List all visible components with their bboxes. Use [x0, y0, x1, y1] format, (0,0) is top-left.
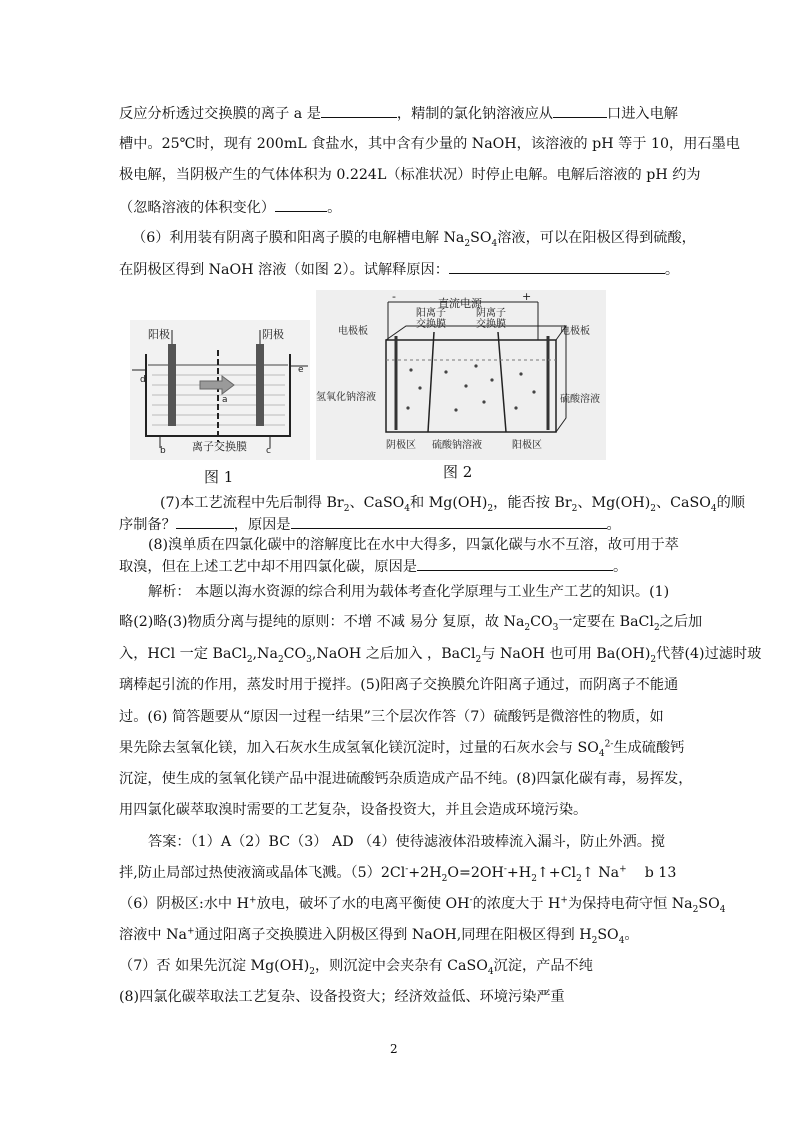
naoh-solution-label: 氢氧化钠溶液	[316, 392, 376, 403]
text-line: 入，HCl 一定 $BaCl_2,Na_2CO_3,NaOH$ 之后加入 ，BaCl$_2$与 NaOH 也可用 $Ba(OH)_2$代替(4)过滤时玻	[119, 646, 762, 665]
text-line: 略(2)略(3)物质分离与提纯的原则：不增 不减 易分 复原，故 $Na_2CO_3$一定要在 BaCl$_2$之后加	[119, 614, 703, 633]
text-line: （6）利用装有阴离子膜和阳离子膜的电解槽电解 $Na_2SO_4$溶液，可以在阳极区得到硫酸，	[132, 230, 696, 249]
power-minus: -	[392, 290, 396, 303]
text-line: (8)四氯化碳萃取法工艺复杂、设备投资大；经济效益低、环境污染严重	[119, 989, 565, 1005]
text-line: 取溴，但在上述工艺中却不用四氯化碳，原因是 。	[119, 556, 794, 577]
answer-blank	[417, 556, 613, 571]
membrane-label: 离子交换膜	[192, 440, 247, 453]
anion-membrane-label-1: 阴离子	[476, 308, 506, 319]
answer-blank	[321, 103, 397, 118]
figure-1-electrolysis-cell	[130, 320, 310, 460]
answer-blank	[553, 103, 607, 118]
power-label: 直流电源	[438, 297, 482, 310]
text-line: 沉淀，使生成的氢氧化镁产品中混进硫酸钙杂质造成产品不纯。(8)四氯化碳有毒，易挥发，	[119, 771, 693, 787]
page-number: 2	[390, 1042, 398, 1056]
ion-a-label: a	[222, 395, 228, 405]
h2so4-solution-label: 硫酸溶液	[560, 394, 600, 405]
answer-blank	[275, 197, 327, 212]
port-d-label: d	[140, 375, 146, 385]
text-line: 解析： 本题以海水资源的综合利用为载体考查化学原理与工业生产工艺的知识。(1)	[148, 584, 670, 600]
anode-zone-label: 阳极区	[512, 440, 542, 451]
power-plus: +	[522, 290, 532, 303]
cation-membrane-label-1: 阳离子	[416, 308, 446, 319]
text-line: （7）否 如果先沉淀 $Mg(OH)_2$，则沉淀中会夹杂有 CaSO$_4$沉淀，产品不纯	[119, 958, 593, 977]
text-line: 过。(6) 简答题要从“原因一过程一结果”三个层次作答（7）硫酸钙是微溶性的物质，如	[119, 709, 664, 725]
text-line: (7)本工艺流程中先后制得 $Br_2$、CaSO$_4$和 $Mg(OH)_2$，能否按 $Br_2$、$Mg(OH)_2$、CaSO$_4$的顺	[160, 495, 745, 514]
text-line: 拌,防止局部过热使液滴或晶体飞溅。$(5)2Cl^-+2H_2O=2OH^-+H_2↑+Cl_2↑$ Na+ b 13	[119, 864, 677, 884]
text-line: 反应分析透过交换膜的离子 a 是 ，精制的氯化钠溶液应从 口进入电解	[119, 103, 794, 124]
figure-1-caption: 图 1	[204, 468, 234, 486]
text-line: 在阴极区得到 NaOH 溶液（如图 2）。试解释原因： 。	[119, 259, 794, 280]
text-line: 果先除去氢氧化镁，加入石灰水生成氢氧化镁沉淀时，过量的石灰水会与 $SO_4^{2-}$生成硫酸钙	[119, 739, 685, 759]
text-line: 溶液中 Na+通过阳离子交换膜进入阴极区得到 NaOH,同理在阳极区得到 $H_2SO_4$。	[119, 926, 639, 946]
anode-label: 阳极	[148, 328, 170, 341]
text-line: 答案：（1）A（2）BC（3） AD （4）使待滤液体沿玻棒流入漏斗，防止外洒。搅	[148, 834, 666, 850]
text-line: 槽中。25℃时，现有 200mL 食盐水，其中含有少量的 NaOH，该溶液的 pH 等于 10，用石墨电	[119, 136, 740, 152]
text-line: 璃棒起引流的作用，蒸发时用于搅拌。(5)阳离子交换膜允许阳离子通过，而阴离子不能通	[119, 677, 679, 693]
text-line: （6）阴极区:水中 H+放电，破坏了水的电离平衡使 OH-的浓度大于 H+为保持电荷守恒 $Na_2SO_4$	[119, 895, 726, 915]
figure-2-caption: 图 2	[443, 463, 473, 481]
text-line: 序制备？ ，原因是 。	[119, 514, 794, 535]
port-b-label: b	[160, 446, 166, 456]
cathode-zone-label: 阴极区	[386, 440, 416, 451]
figure-2-membrane-electrolyzer	[316, 290, 606, 460]
text-line: （忽略溶液的体积变化） 。	[119, 197, 794, 218]
port-c-label: c	[266, 446, 271, 456]
text-line: (8)溴单质在四氯化碳中的溶解度比在水中大得多，四氯化碳与水不互溶，故可用于萃	[148, 537, 679, 553]
text-line: 极电解，当阴极产生的气体体积为 0.224L（标准状况）时停止电解。电解后溶液的 pH 约为	[119, 167, 701, 183]
cathode-label: 阴极	[262, 328, 284, 341]
left-electrode-label: 电极板	[338, 326, 368, 337]
text-line: 用四氯化碳萃取溴时需要的工艺复杂，设备投资大，并且会造成环境污染。	[119, 802, 588, 818]
na2so4-solution-label: 硫酸钠溶液	[432, 440, 482, 451]
right-electrode-label: 电极板	[560, 326, 590, 337]
answer-blank	[449, 259, 665, 274]
cation-membrane-label-2: 交换膜	[416, 319, 446, 330]
answer-blank	[176, 514, 234, 529]
anion-membrane-label-2: 交换膜	[476, 319, 506, 330]
port-e-label: e	[298, 365, 304, 375]
answer-blank	[291, 514, 607, 529]
